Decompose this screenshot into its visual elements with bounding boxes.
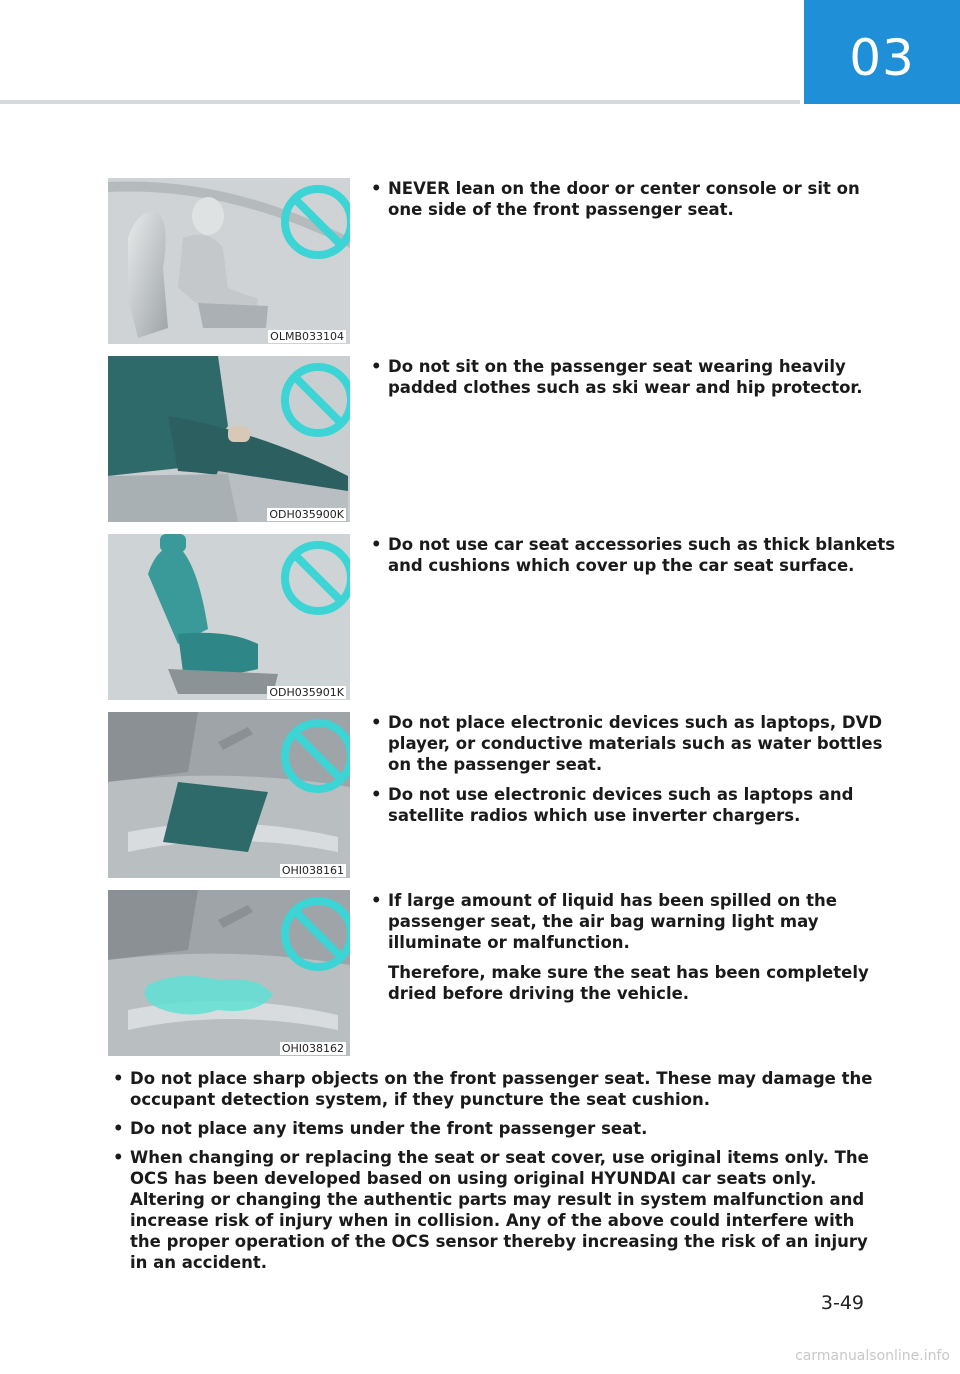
bullet-list <box>366 356 896 407</box>
bullet-item: • NEVER lean on the door or center console or sit on one side of the front passenger seat. <box>366 178 896 220</box>
prohibition-icon <box>278 360 350 440</box>
illustration-liquid-spill <box>108 890 350 1056</box>
bullet-item: • Do not use electronic devices such as laptops and satellite radios which use inverter chargers. <box>366 784 896 826</box>
chapter-number: 03 <box>849 29 915 87</box>
figure-code: ODH035900K <box>269 508 344 521</box>
figure-code: OLMB033104 <box>270 330 344 343</box>
bottom-bullet-list <box>108 1068 888 1281</box>
bullet-item: • If large amount of liquid has been spilled on the passenger seat, the air bag warning light may illuminate or malfunction. <box>366 890 896 953</box>
chapter-tab <box>804 0 960 104</box>
header-rule <box>0 100 800 104</box>
figure-code: OHI038162 <box>281 1042 344 1055</box>
bullet-continuation: Therefore, make sure the seat has been completely dried before driving the vehicle. <box>388 963 869 1003</box>
bullet-item: • Do not place sharp objects on the front passenger seat. These may damage the occupant detection system, if they puncture the seat cushion. <box>108 1068 888 1110</box>
bullet-list <box>366 534 896 585</box>
illustration-leaning-passenger <box>108 178 350 344</box>
bullet-item: • Do not use car seat accessories such as thick blankets and cushions which cover up the car seat surface. <box>366 534 896 576</box>
illustration-seat-cover <box>108 534 350 700</box>
bullet-list <box>366 178 896 229</box>
watermark: carmanualsonline.info <box>795 1348 950 1364</box>
illustration-laptop-on-seat <box>108 712 350 878</box>
illustration-padded-clothes <box>108 356 350 522</box>
prohibition-icon <box>278 894 350 974</box>
bullet-item: • When changing or replacing the seat or seat cover, use original items only. The OCS has been developed based on using original HYUNDAI car seats only. Altering or changing the authentic parts may result in system malfunction and increase risk of injury when in collision. Any of the above could interfere with the proper operation of the OCS sensor thereby increasing the risk of an injury in an accident. <box>108 1147 888 1273</box>
page-number: 3-49 <box>820 1292 864 1314</box>
bullet-item: • Do not place electronic devices such as laptops, DVD player, or conductive materials such as water bottles on the passenger seat. <box>366 712 896 775</box>
bullet-list <box>366 890 896 1004</box>
bullet-item: • Do not place any items under the front passenger seat. <box>108 1118 888 1139</box>
bullet-item: • Do not sit on the passenger seat wearing heavily padded clothes such as ski wear and hip protector. <box>366 356 896 398</box>
prohibition-icon <box>278 538 350 618</box>
prohibition-icon <box>278 716 350 796</box>
figure-code: ODH035901K <box>269 686 344 699</box>
bullet-list <box>366 712 896 835</box>
prohibition-icon <box>278 182 350 262</box>
figure-code: OHI038161 <box>281 864 344 877</box>
